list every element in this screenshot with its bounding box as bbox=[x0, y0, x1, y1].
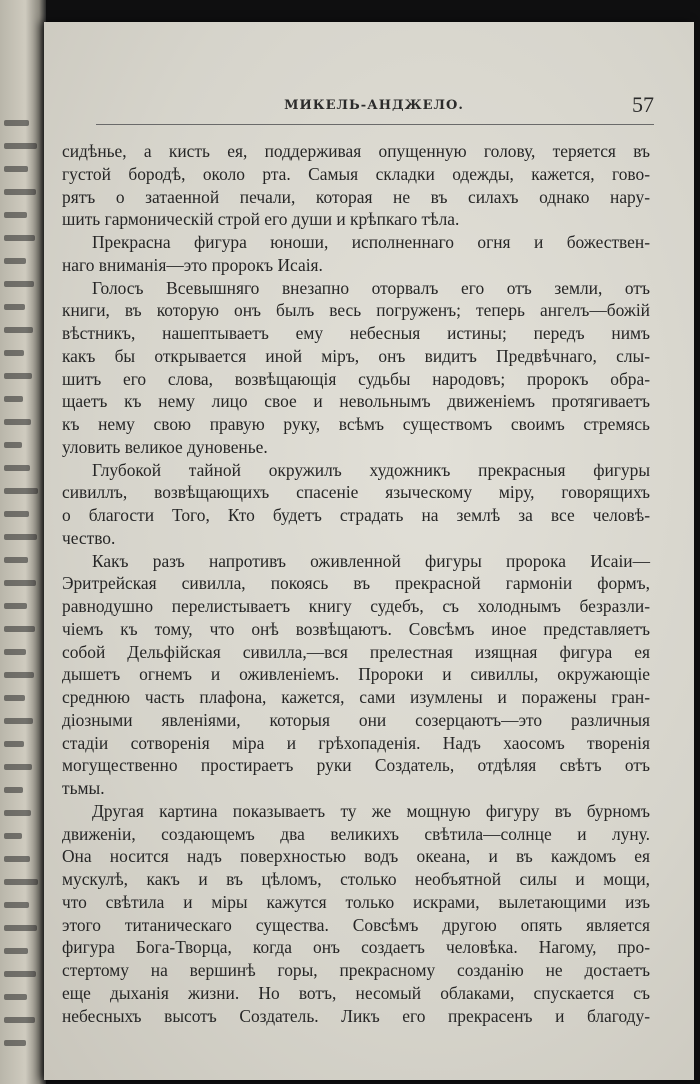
facing-page-text-mark bbox=[4, 442, 22, 448]
text-line: еще дыханія жизни. Но вотъ, несомый облаками, спускается съ bbox=[62, 982, 650, 1003]
text-line: вѣстникъ, нашептываетъ ему небесныя истины; передъ нимъ bbox=[62, 323, 650, 343]
text-line: мускулѣ, какъ и въ цѣломъ, столько необъятной силы и мощи, bbox=[62, 869, 650, 889]
facing-page-text-mark bbox=[4, 258, 26, 264]
running-header bbox=[94, 92, 654, 122]
text-line: шитъ его слова, возвѣщающія судьбы народовъ; пророкъ обра- bbox=[62, 368, 650, 389]
text-line: могущественно простираетъ руки Создатель, отдѣляя свѣтъ отъ bbox=[62, 755, 650, 776]
facing-page-text-mark bbox=[4, 741, 24, 747]
facing-page-text-mark bbox=[4, 419, 31, 425]
text-line: что свѣтила и міры кажутся только искрами, вылетающими изъ bbox=[62, 891, 650, 912]
text-line: о благости Того, Кто будетъ страдать на землѣ за все человѣ- bbox=[62, 505, 650, 525]
facing-page-text-mark bbox=[4, 948, 28, 954]
facing-page-text-mark bbox=[4, 649, 26, 655]
text-line: книги, въ которую онъ былъ весь погруженъ; теперь ангелъ—божій bbox=[62, 300, 650, 321]
text-line: движеніи, создающемъ два великихъ свѣтила—солнце и луну. bbox=[62, 823, 650, 844]
text-line: какъ бы открывается иной міръ, онъ видитъ Предвѣчнаго, слы- bbox=[62, 345, 650, 366]
text-line: небесныхъ высотъ Создатель. Ликъ его прекрасенъ и благоду- bbox=[62, 1005, 650, 1026]
facing-page-text-mark bbox=[4, 994, 27, 1000]
facing-page-text-mark bbox=[4, 511, 29, 517]
facing-page-text-mark bbox=[4, 1040, 26, 1046]
text-line: собой Дельфійская сивилла,—вся прелестная изящная фигура ея bbox=[62, 641, 650, 662]
facing-page-text-mark bbox=[4, 281, 34, 287]
facing-page-edge bbox=[0, 0, 46, 1084]
facing-page-text-mark bbox=[4, 396, 23, 402]
text-line: этого титаническаго существа. Совсѣмъ другою опять является bbox=[62, 914, 650, 935]
text-line: Другая картина показываетъ ту же мощную фигуру въ бурномъ bbox=[92, 800, 650, 821]
facing-page-text-mark bbox=[4, 120, 29, 126]
facing-page-text-mark bbox=[4, 764, 32, 770]
facing-page-text-mark bbox=[4, 787, 23, 793]
facing-page-text-mark bbox=[4, 971, 36, 977]
facing-page-text-mark bbox=[4, 143, 37, 149]
text-line: Какъ разъ напротивъ оживленной фигуры пророка Исаіи— bbox=[92, 550, 650, 571]
facing-page-text-mark bbox=[4, 465, 30, 471]
text-line: Эритрейская сивилла, покоясь въ прекрасной гармоніи формъ, bbox=[62, 573, 650, 594]
facing-page-text-mark bbox=[4, 580, 36, 586]
text-line: шить гармоническій строй его души и крѣпкаго тѣла. bbox=[62, 209, 460, 230]
facing-page-text-mark bbox=[4, 534, 37, 540]
body-text bbox=[62, 140, 650, 1027]
book-page bbox=[44, 22, 694, 1080]
text-line: рятъ о затаенной печали, которая не въ силахъ однако нару- bbox=[62, 186, 650, 207]
facing-page-text-mark bbox=[4, 902, 29, 908]
page-number: 57 bbox=[632, 92, 654, 117]
text-line: діозными явленіями, которыя они созерцаютъ—это различныя bbox=[62, 709, 650, 730]
facing-page-text-mark bbox=[4, 833, 22, 839]
facing-page-text-mark bbox=[4, 166, 28, 172]
facing-page-text-mark bbox=[4, 879, 38, 885]
facing-page-text-mark bbox=[4, 212, 27, 218]
facing-page-text-mark bbox=[4, 373, 32, 379]
text-line: наго вниманія—это пророкъ Исаія. bbox=[62, 254, 323, 275]
text-line: тьмы. bbox=[62, 778, 105, 798]
text-line: къ нему свою правую руку, всѣмъ существомъ своимъ стремясь bbox=[62, 414, 650, 434]
facing-page-text-mark bbox=[4, 189, 36, 195]
text-line: среднюю часть плафона, кажется, сами изумлены и поражены гран- bbox=[62, 687, 650, 707]
facing-page-text-mark bbox=[4, 304, 25, 310]
text-line: стертому на вершинѣ горы, прекрасному созданію не достаетъ bbox=[62, 960, 650, 980]
facing-page-text-mark bbox=[4, 695, 25, 701]
text-line: стадіи сотворенія міра и грѣхопаденія. Надъ хаосомъ творенія bbox=[62, 732, 650, 753]
text-line: уловить великое дуновенье. bbox=[62, 436, 268, 457]
text-line: сивиллъ, возвѣщающихъ спасеніе языческому міру, говорящихъ bbox=[62, 482, 650, 503]
text-line: щаетъ къ нему лицо свое и невольнымъ движеніемъ протягиваетъ bbox=[62, 391, 650, 412]
text-line: равнодушно перелистываетъ книгу судебъ, съ холоднымъ безразли- bbox=[62, 596, 650, 616]
facing-page-text-mark bbox=[4, 672, 34, 678]
facing-page-text-mark bbox=[4, 718, 33, 724]
text-line: Прекрасна фигура юноши, исполненнаго огня и божествен- bbox=[92, 232, 650, 252]
facing-page-text-mark bbox=[4, 557, 28, 563]
facing-page-text-mark bbox=[4, 327, 33, 333]
text-line: дышетъ огнемъ и оживленіемъ. Пророки и сивиллы, окружающіе bbox=[62, 664, 650, 685]
facing-page-text-mark bbox=[4, 925, 37, 931]
text-line: Глубокой тайной окружилъ художникъ прекрасныя фигуры bbox=[92, 459, 650, 480]
text-line: густой бородѣ, около рта. Самыя складки одежды, кажется, гово- bbox=[62, 163, 650, 184]
facing-page-text-mark bbox=[4, 626, 35, 632]
facing-page-text-mark bbox=[4, 603, 27, 609]
facing-page-text-mark bbox=[4, 235, 35, 241]
text-line: Она носится надъ поверхностью водъ океана, и въ каждомъ ея bbox=[62, 846, 650, 867]
facing-page-text-mark bbox=[4, 350, 24, 356]
text-line: чество. bbox=[62, 527, 116, 548]
text-line: фигура Бога-Творца, когда онъ создаетъ человѣка. Нагому, про- bbox=[62, 937, 650, 958]
text-line: чіемъ къ тому, что онѣ возвѣщаютъ. Совсѣмъ иное представляетъ bbox=[62, 618, 650, 639]
facing-page-text-mark bbox=[4, 856, 30, 862]
facing-page-text-mark bbox=[4, 488, 38, 494]
text-line: сидѣнье, а кисть ея, поддерживая опущенную голову, теряется въ bbox=[62, 141, 650, 161]
facing-page-text-mark bbox=[4, 1017, 35, 1023]
facing-page-text-mark bbox=[4, 810, 31, 816]
running-title: МИКЕЛЬ-АНДЖЕЛО. bbox=[284, 98, 464, 113]
header-rule bbox=[96, 124, 654, 125]
text-line: Голосъ Всевышняго внезапно оторвалъ его отъ земли, отъ bbox=[92, 277, 650, 298]
